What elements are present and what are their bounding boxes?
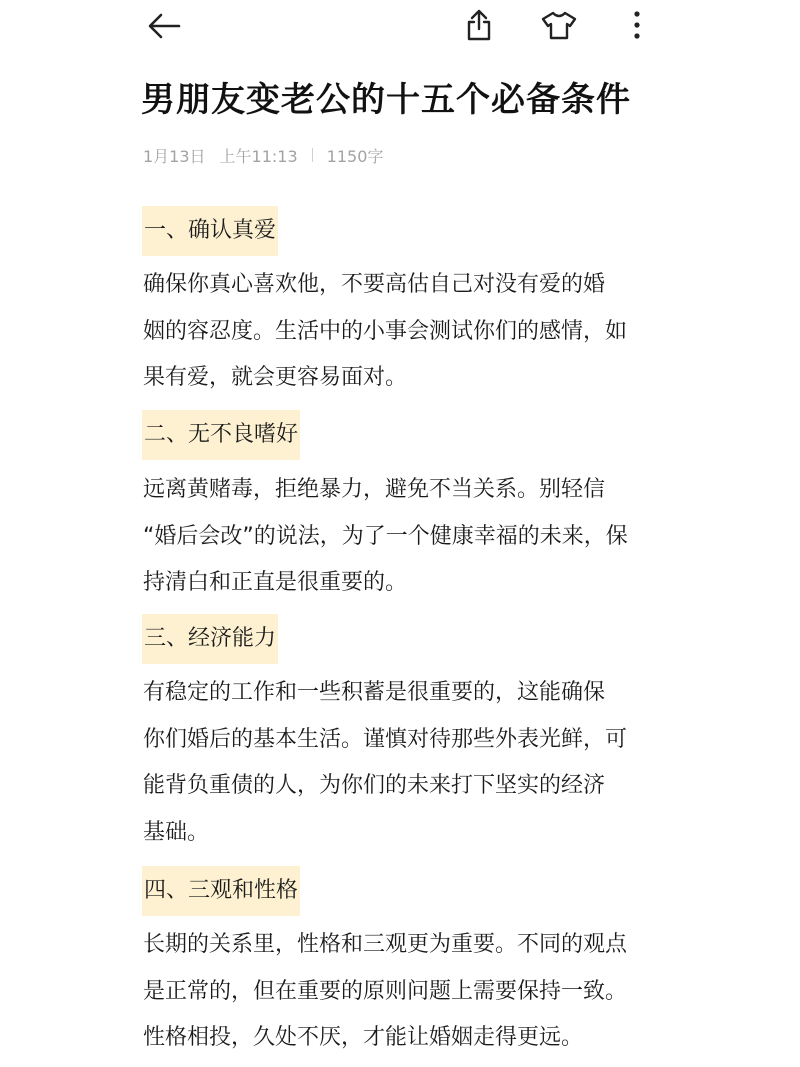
body-line: 确保你真心喜欢他，不要高估自己对没有爱的婚 xyxy=(143,272,606,297)
note-time: 上午11:13 xyxy=(219,146,298,166)
section-body xyxy=(143,262,673,402)
body-line: 你们婚后的基本生活。谨慎对待那些外表光鲜，可 xyxy=(143,726,628,752)
body-line: 基础。 xyxy=(143,819,210,845)
section-heading: 三、经济能力 xyxy=(142,614,278,664)
body-line: 持清白和正直是很重要的。 xyxy=(143,570,408,595)
note-date: 1月13日 xyxy=(143,146,206,166)
note-meta xyxy=(143,140,383,170)
share-button[interactable] xyxy=(458,4,500,46)
section-heading: 二、无不良嗜好 xyxy=(142,410,300,460)
arrow-left-icon xyxy=(146,11,182,41)
more-button[interactable] xyxy=(622,4,652,46)
section-heading: 四、三观和性格 xyxy=(142,866,300,916)
note-word-count: 1150字 xyxy=(326,146,384,166)
body-line: 有稳定的工作和一些积蓄是很重要的，这能确保 xyxy=(143,680,606,705)
theme-button[interactable] xyxy=(536,4,582,46)
top-toolbar xyxy=(0,0,800,52)
body-line: “婚后会改”的说法，为了一个健康幸福的未来，保 xyxy=(143,523,628,549)
tshirt-icon xyxy=(541,10,577,40)
back-button[interactable] xyxy=(140,6,188,46)
body-line: 性格相投，久处不厌，才能让婚姻走得更远。 xyxy=(143,1025,584,1050)
body-line: 远离黄赌毒，拒绝暴力，避免不当关系。别轻信 xyxy=(143,477,606,502)
section-body xyxy=(143,467,673,607)
note-title: 男朋友变老公的十五个必备条件 xyxy=(141,80,631,120)
section-body xyxy=(143,670,673,856)
section-heading: 一、确认真爱 xyxy=(142,206,278,256)
body-line: 果有爱，就会更容易面对。 xyxy=(143,365,408,390)
share-icon xyxy=(464,8,494,42)
body-line: 能背负重债的人，为你们的未来打下坚实的经济 xyxy=(143,773,606,798)
body-line: 是正常的，但在重要的原则问题上需要保持一致。 xyxy=(143,978,628,1004)
meta-divider xyxy=(312,148,313,162)
body-line: 姻的容忍度。生活中的小事会测试你们的感情，如 xyxy=(143,318,628,344)
body-line: 长期的关系里，性格和三观更为重要。不同的观点 xyxy=(143,932,628,957)
more-vertical-icon xyxy=(632,10,642,40)
section-body xyxy=(143,922,673,1062)
